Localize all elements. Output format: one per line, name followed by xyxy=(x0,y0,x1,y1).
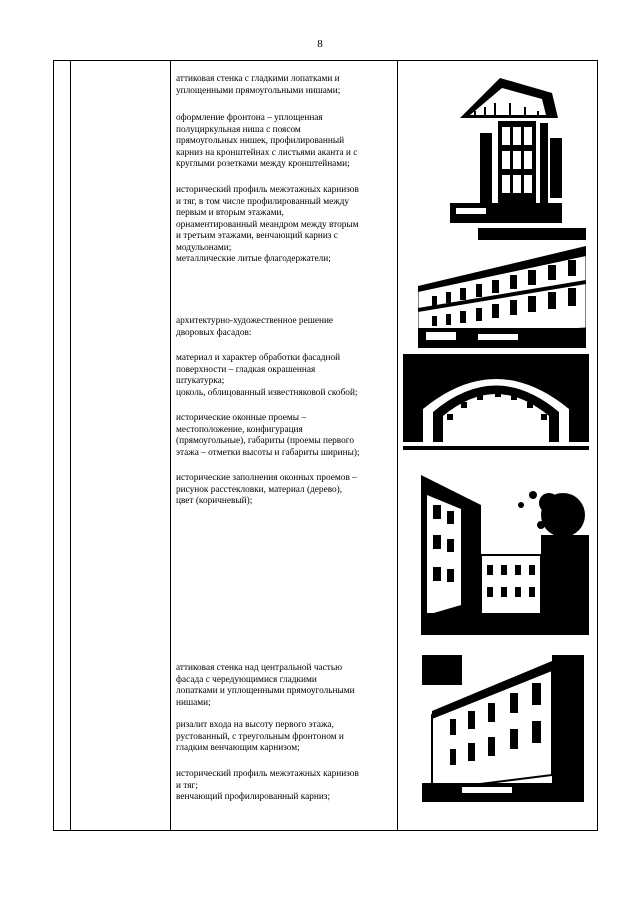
feature-paragraph: материал и характер обработки фасадной поверхности – гладкая окрашенная штукатурка; цоколь, облицованный известняковой скобой; xyxy=(176,353,358,398)
feature-paragraph: исторический профиль межэтажных карнизов и тяг, в том числе профилированный между первым и вторым этажами, орнаментированный меандром между вторым и третьим этажами, венчающий карниз с модульонами; металлические литые флагодержатели; xyxy=(176,185,359,264)
column-divider-2 xyxy=(170,60,171,831)
feature-paragraph: ризалит входа на высоту первого этажа, рустованный, с треугольным фронтоном и гладким венчающим карнизом; xyxy=(176,720,344,753)
feature-paragraph: аттиковая стенка с гладкими лопатками и уплощенными прямоугольными нишами; xyxy=(176,74,341,96)
feature-paragraph: исторические заполнения оконных проемов – рисунок расстекловки, материал (дерево), цвет (коричневый); xyxy=(176,473,357,506)
feature-paragraph: аттиковая стенка над центральной частью фасада с чередующимися гладкими лопатками и уплощенными прямоугольными нишами; xyxy=(176,663,355,708)
photo-pediment-detail xyxy=(403,354,589,454)
photo-courtyard-facade xyxy=(421,475,589,635)
page-number: 8 xyxy=(317,38,323,50)
photo-central-facade xyxy=(422,655,584,802)
feature-paragraph: исторический профиль межэтажных карнизов и тяг; венчающий профилированный карниз; xyxy=(176,769,359,802)
photo-street-facade xyxy=(418,228,586,348)
feature-paragraph: оформление фронтона – уплощенная полуциркульная ниша с поясом прямоугольных нишек, профилированный карниз на кронштейнах с листьями аканта и с круглыми розетками между кронштейнами; xyxy=(176,113,358,169)
column-divider-3 xyxy=(397,60,398,831)
column-divider-1 xyxy=(70,60,71,831)
description-column xyxy=(176,0,391,905)
photo-portico-canopy xyxy=(450,63,562,223)
feature-paragraph: исторические оконные проемы – местоположение, конфигурация (прямоугольные), габариты (проемы первого этажа – отметки высоты и габариты ширины); xyxy=(176,413,360,458)
feature-paragraph: архитектурно-художественное решение дворовых фасадов: xyxy=(176,316,334,338)
